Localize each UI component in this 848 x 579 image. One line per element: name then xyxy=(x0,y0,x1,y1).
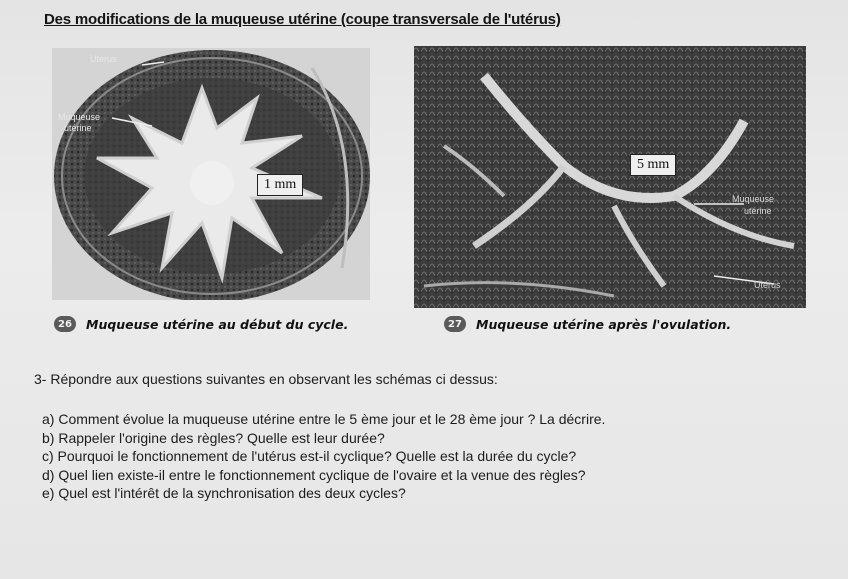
scale-label-1mm: 1 mm xyxy=(257,174,303,196)
figure-uterus-after-ovulation xyxy=(414,46,806,308)
question-c: c) Pourquoi le fonctionnement de l'utérus est-il cyclique? Quelle est la durée du cycle? xyxy=(42,448,577,464)
caption-text: Muqueuse utérine après l'ovulation. xyxy=(476,316,732,332)
instruction-text: 3- Répondre aux questions suivantes en observant les schémas ci dessus: xyxy=(34,371,498,387)
figure-number-badge: 26 xyxy=(54,316,76,332)
figure-uterus-early-cycle xyxy=(52,48,370,300)
caption-figure-26 xyxy=(54,316,348,332)
label-muqueuse: Muqueuse xyxy=(732,194,775,204)
page-title: Des modifications de la muqueuse utérine (coupe transversale de l'utérus) xyxy=(44,11,561,28)
label-uterine: utérine xyxy=(744,206,772,216)
label-uterus: Utérus xyxy=(754,280,781,290)
question-b: b) Rappeler l'origine des règles? Quelle est leur durée? xyxy=(42,429,385,446)
question-d: d) Quel lien existe-il entre le fonctionnement cyclique de l'ovaire et la venue des règles? xyxy=(42,466,586,483)
figure-number-badge: 27 xyxy=(444,316,466,332)
label-muqueuse: Muqueuse xyxy=(58,112,101,122)
micrograph-after-ovulation xyxy=(414,46,806,308)
question-list xyxy=(42,410,605,503)
micrograph-early-cycle xyxy=(52,48,370,300)
caption-text: Muqueuse utérine au début du cycle. xyxy=(86,316,349,332)
label-uterus: Utérus xyxy=(90,54,117,64)
caption-figure-27 xyxy=(444,316,731,332)
question-e: e) Quel est l'intérêt de la synchronisation des deux cycles? xyxy=(42,485,406,501)
scale-label-5mm: 5 mm xyxy=(630,154,676,176)
label-uterine: utérine xyxy=(64,123,92,133)
question-a: a) Comment évolue la muqueuse utérine entre le 5 ème jour et le 28 ème jour ? La décrire. xyxy=(42,411,606,427)
